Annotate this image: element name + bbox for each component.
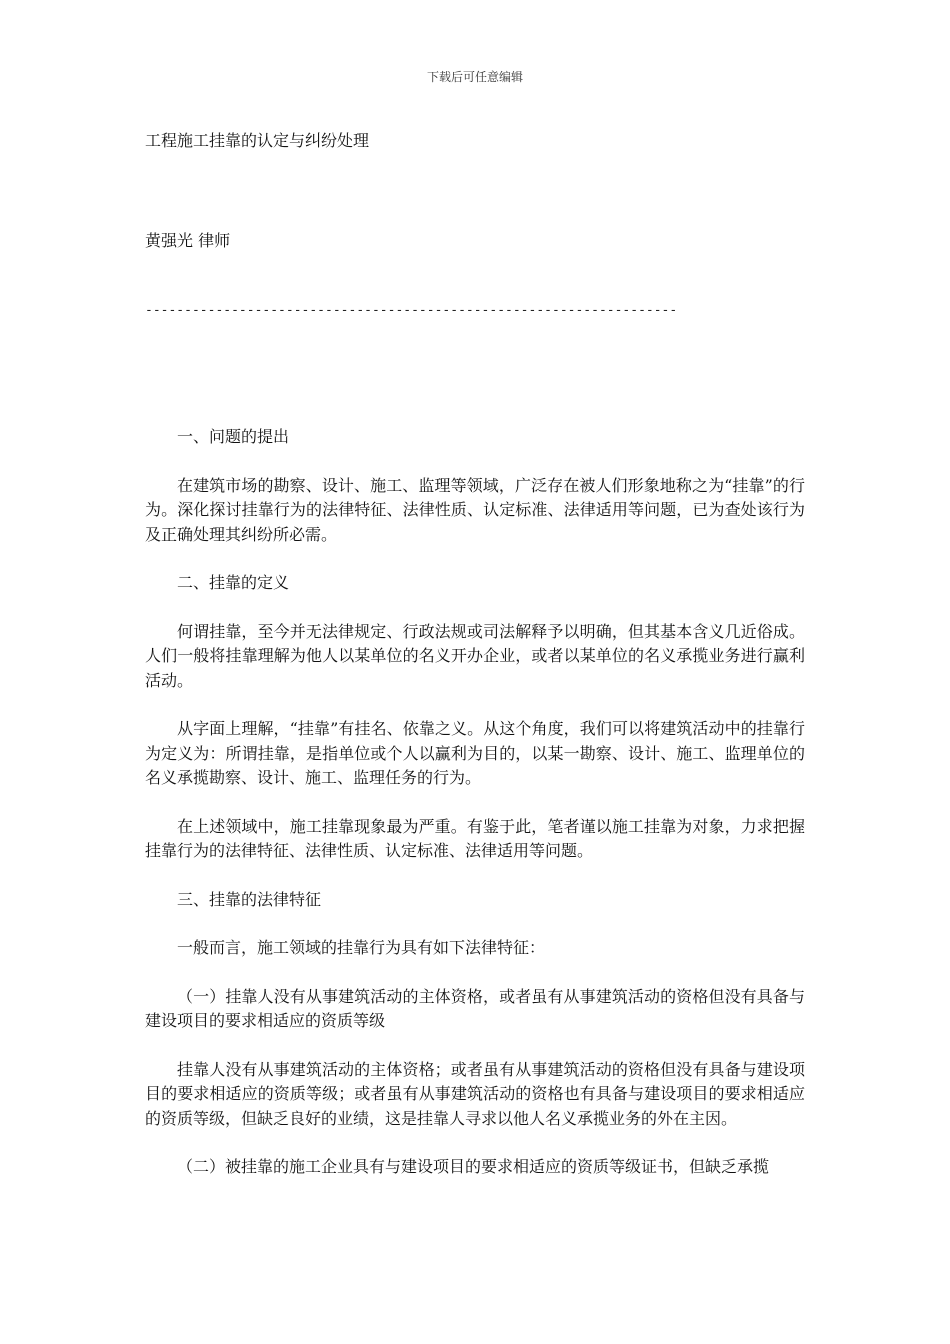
document-body <box>145 425 805 1204</box>
paragraph: 挂靠人没有从事建筑活动的主体资格；或者虽有从事建筑活动的资格但没有具备与建设项目的要求相适应的资质等级；或者虽有从事建筑活动的资格也有具备与建设项目的要求相适应的资质等级，但缺乏良好的业绩，这是挂靠人寻求以他人名义承揽业务的外在主因。 <box>145 1059 805 1128</box>
author-line: 黄强光 律师 <box>145 231 231 250</box>
paragraph: 一般而言，施工领域的挂靠行为具有如下法律特征： <box>177 938 546 957</box>
paragraph: 从字面上理解，“挂靠”有挂名、依靠之义。从这个角度，我们可以将建筑活动中的挂靠行为定义为：所谓挂靠，是指单位或个人以赢利为目的，以某一勘察、设计、施工、监理单位的名义承揽勘察、设计、施工、监理任务的行为。 <box>145 719 805 787</box>
section-heading: 二、挂靠的定义 <box>177 573 290 592</box>
paragraph: 在上述领域中，施工挂靠现象最为严重。有鉴于此，笔者谨以施工挂靠为对象，力求把握挂靠行为的法律特征、法律性质、认定标准、法律适用等问题。 <box>145 816 805 860</box>
section-heading: 一、问题的提出 <box>177 427 290 446</box>
page-header: 下载后可任意编辑 <box>426 70 523 84</box>
paragraph: 在建筑市场的勘察、设计、施工、监理等领域，广泛存在被人们形象地称之为“挂靠”的行为。深化探讨挂靠行为的法律特征、法律性质、认定标准、法律适用等问题，已为查处该行为及正确处理其纠纷所必需。 <box>145 475 805 544</box>
subsection-heading: （一）挂靠人没有从事建筑活动的主体资格，或者虽有从事建筑活动的资格但没有具备与建设项目的要求相适应的资质等级 <box>145 986 805 1030</box>
divider-line: -------------------------------------------------------------------- <box>145 303 678 318</box>
paragraph: 何谓挂靠，至今并无法律规定、行政法规或司法解释予以明确，但其基本含义几近俗成。人们一般将挂靠理解为他人以某单位的名义开办企业，或者以某单位的名义承揽业务进行赢利活动。 <box>145 621 805 690</box>
subsection-heading: （二）被挂靠的施工企业具有与建设项目的要求相适应的资质等级证书，但缺乏承揽 <box>177 1157 770 1176</box>
section-heading: 三、挂靠的法律特征 <box>177 889 322 909</box>
document-title: 工程施工挂靠的认定与纠纷处理 <box>145 131 370 150</box>
